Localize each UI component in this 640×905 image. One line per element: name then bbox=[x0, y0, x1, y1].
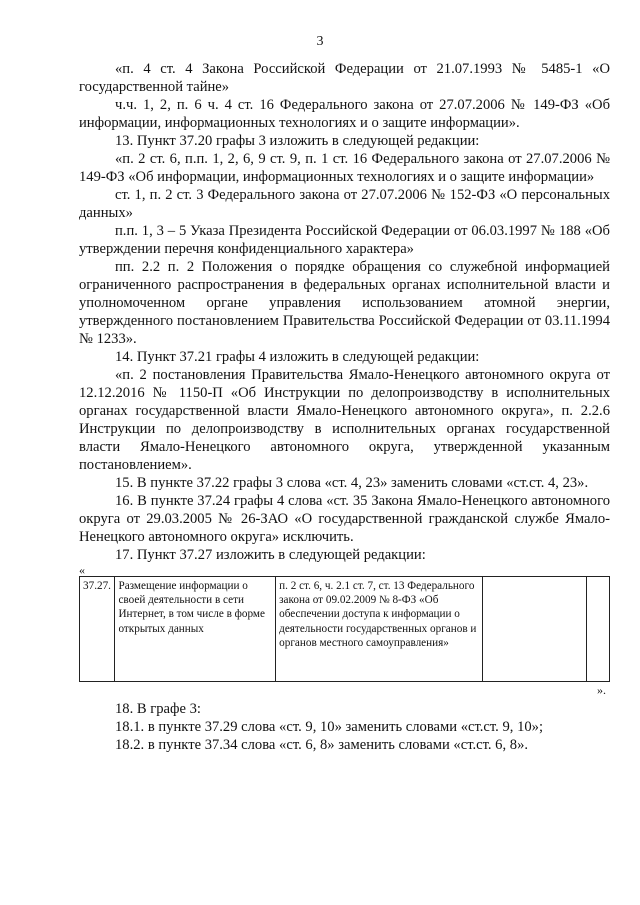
cell-item-number: 37.27. bbox=[80, 577, 115, 682]
cell-empty-4 bbox=[482, 577, 586, 682]
cell-empty-5 bbox=[587, 577, 610, 682]
cell-legal-basis: п. 2 ст. 6, ч. 2.1 ст. 7, ст. 13 Федерального закона от 09.02.2009 № 8-ФЗ «Об обеспечении доступа к информации о деятельности государственных органов и органов местного самоуправления» bbox=[276, 577, 483, 682]
paragraph-state-secret-law: «п. 4 ст. 4 Закона Российской Федерации от 21.07.1993 № 5485-1 «О государственной тайне» bbox=[79, 61, 610, 95]
paragraph-item-14: 14. Пункт 37.21 графы 4 изложить в следующей редакции: bbox=[115, 349, 480, 365]
paragraph-item-18: 18. В графе 3: bbox=[115, 701, 201, 717]
paragraph-item-18-1: 18.1. в пункте 37.29 слова «ст. 9, 10» заменить словами «ст.ст. 9, 10»; bbox=[115, 719, 544, 735]
document-body bbox=[79, 60, 610, 754]
table-quote-close: ». bbox=[597, 683, 606, 697]
table-quote-open: « bbox=[79, 563, 85, 577]
paragraph-item-17: 17. Пункт 37.27 изложить в следующей редакции: bbox=[115, 547, 426, 563]
paragraph-item-16: 16. В пункте 37.24 графы 4 слова «ст. 35 Закона Ямало-Ненецкого автономного округа от 29.03.2005 № 26-ЗАО «О государственной гражданской службе Ямало-Ненецкого автономного округа» исключить. bbox=[79, 493, 610, 545]
paragraph-152fz: ст. 1, п. 2 ст. 3 Федерального закона от 27.07.2006 № 152-ФЗ «О персональных данных» bbox=[79, 187, 610, 221]
paragraph-149fz-quote: «п. 2 ст. 6, п.п. 1, 2, 6, 9 ст. 9, п. 1 ст. 16 Федерального закона от 27.07.2006 № 149-ФЗ «Об информации, информационных технологиях и о защите информации» bbox=[79, 151, 610, 185]
amendment-table bbox=[79, 576, 610, 682]
paragraph-decree-188: п.п. 1, 3 – 5 Указа Президента Российской Федерации от 06.03.1997 № 188 «Об утверждении перечня конфиденциального характера» bbox=[79, 223, 610, 257]
paragraph-item-18-2: 18.2. в пункте 37.34 слова «ст. 6, 8» заменить словами «ст.ст. 6, 8». bbox=[115, 737, 529, 753]
paragraph-resolution-1150p: «п. 2 постановления Правительства Ямало-Ненецкого автономного округа от 12.12.2016 № 1150-П «Об Инструкции по делопроизводству в исполнительных органах государственной власти Ямало-Ненецкого автономного округа», п. 2.2.6 Инструкции по делопроизводству в исполнительных органах государственной власти Ямало-Ненецкого автономного округа, утвержденной указанным постановлением». bbox=[79, 367, 610, 473]
paragraph-item-15: 15. В пункте 37.22 графы 3 слова «ст. 4, 23» заменить словами «ст.ст. 4, 23». bbox=[115, 475, 589, 491]
page-number: 3 bbox=[316, 34, 324, 49]
paragraph-item-13: 13. Пункт 37.20 графы 3 изложить в следующей редакции: bbox=[115, 133, 480, 149]
table-row bbox=[80, 577, 610, 682]
paragraph-regulation-1233: пп. 2.2 п. 2 Положения о порядке обращения со служебной информацией ограниченного распространения в федеральных органах исполнительной власти и уполномоченном органе управления использованием атомной энергии, утвержденного постановлением Правительства Российской Федерации от 03.11.1994 № 1233». bbox=[79, 259, 610, 347]
cell-description: Размещение информации о своей деятельности в сети Интернет, в том числе в форме открытых данных bbox=[115, 577, 276, 682]
paragraph-149fz-article16: ч.ч. 1, 2, п. 6 ч. 4 ст. 16 Федерального закона от 27.07.2006 № 149-ФЗ «Об информации, информационных технологиях и о защите информации». bbox=[79, 97, 610, 131]
